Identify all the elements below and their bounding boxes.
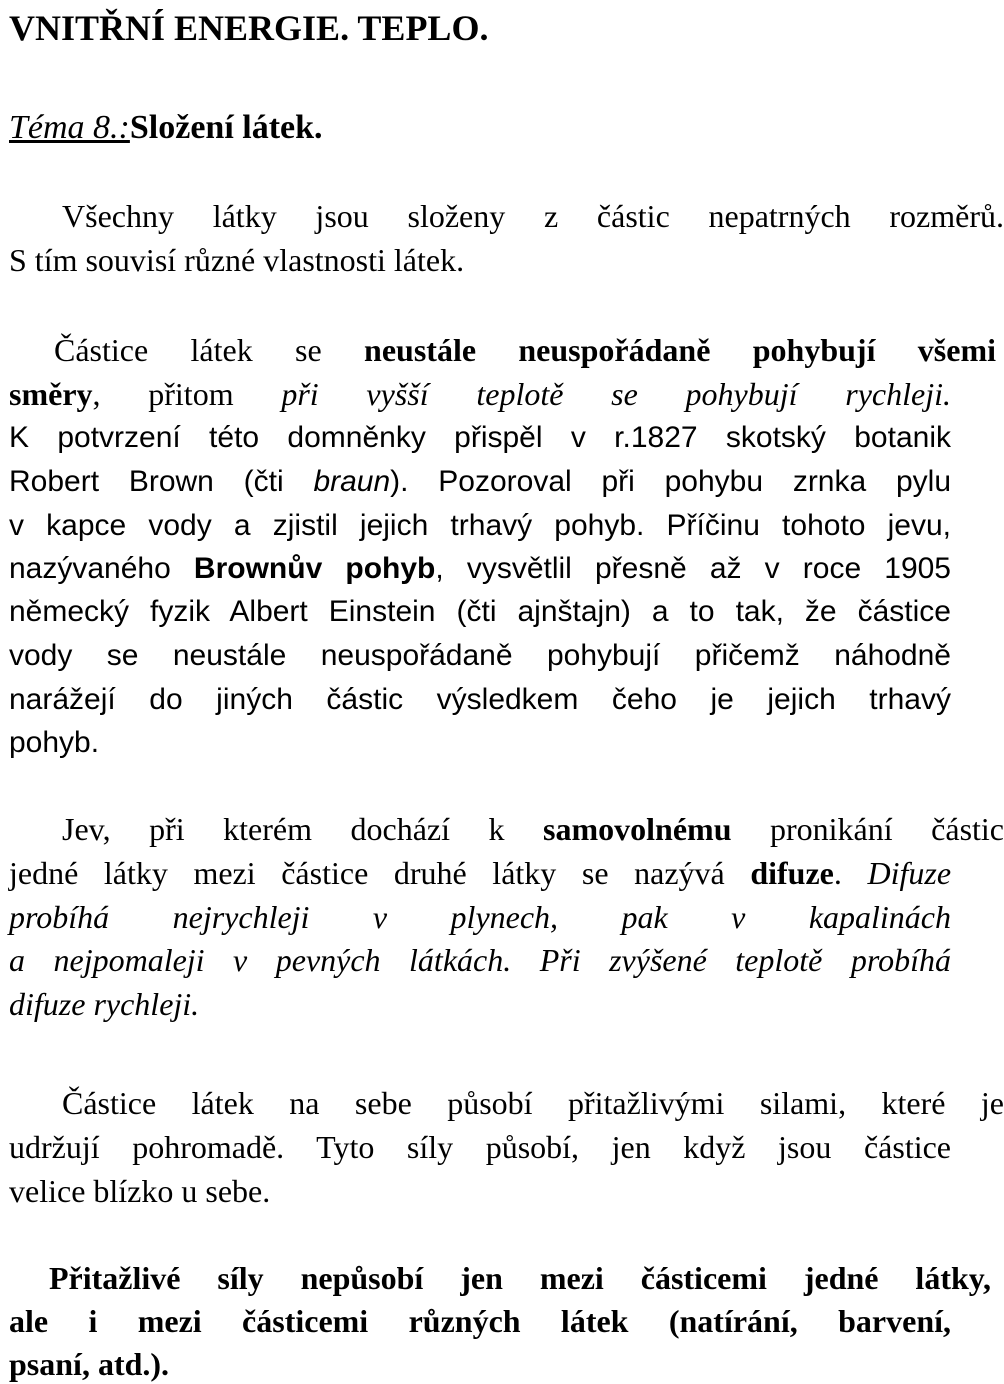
p4-line-3: velice blízko u sebe. [9,1173,271,1209]
p3-line-1: Jev, při kterém dochází k samovolnému pronikání částic [62,811,1004,847]
p5-line-3: psaní, atd.). [9,1346,170,1382]
p4-line-1: Částice látek na sebe působí přitažlivými silami, které je [62,1085,1004,1121]
topic-name: Složení látek. [129,109,323,146]
topic-label: Téma 8.: [9,109,130,146]
p3-line-2: jedné látky mezi částice druhé látky se nazývá difuze. Difuze [9,855,952,891]
p5-line-1: Přitažlivé síly nepůsobí jen mezi částicemi jedné látky, [49,1260,991,1296]
p2-line-2: směry, přitom při vyšší teplotě se pohybují rychleji. [9,376,952,412]
p1-line-2: S tím souvisí různé vlastnosti látek. [9,242,465,278]
p4-line-2: udržují pohromadě. Tyto síly působí, jen když jsou částice [9,1129,951,1165]
topic-heading [9,108,951,148]
p3-line-4: a nejpomaleji v pevných látkách. Při zvýšené teplotě probíhá [9,942,951,978]
p2-line-5: v kapce vody a zjistil jejich trhavý pohyb. Příčinu tohoto jevu, [9,509,951,542]
p2-line-1: Částice látek se neustále neuspořádaně pohybují všemi [54,332,997,368]
p3-line-5: difuze rychleji. [9,986,200,1022]
p3-line-3: probíhá nejrychleji v plynech, pak v kapalinách [9,899,951,935]
p5-line-2: ale i mezi částicemi různých látek (natírání, barvení, [9,1303,951,1339]
page-title: VNITŘNÍ ENERGIE. TEPLO. [9,8,489,48]
p1-line-1: Všechny látky jsou složeny z částic nepatrných rozměrů. [62,198,1004,234]
p2-line-6: nazývaného Brownův pohyb, vysvětlil přesně až v roce 1905 [9,552,951,585]
p2-line-7: německý fyzik Albert Einstein (čti ajnštajn) a to tak, že částice [9,595,951,628]
p2-line-9: narážejí do jiných částic výsledkem čeho je jejich trhavý [9,683,951,716]
p2-line-4: Robert Brown (čti braun). Pozoroval při pohybu zrnka pylu [9,465,951,498]
p2-line-10: pohyb. [9,726,100,759]
p2-line-3: K potvrzení této domněnky přispěl v r.1827 skotský botanik [9,421,951,454]
p2-line-8: vody se neustále neuspořádaně pohybují přičemž náhodně [9,639,951,672]
